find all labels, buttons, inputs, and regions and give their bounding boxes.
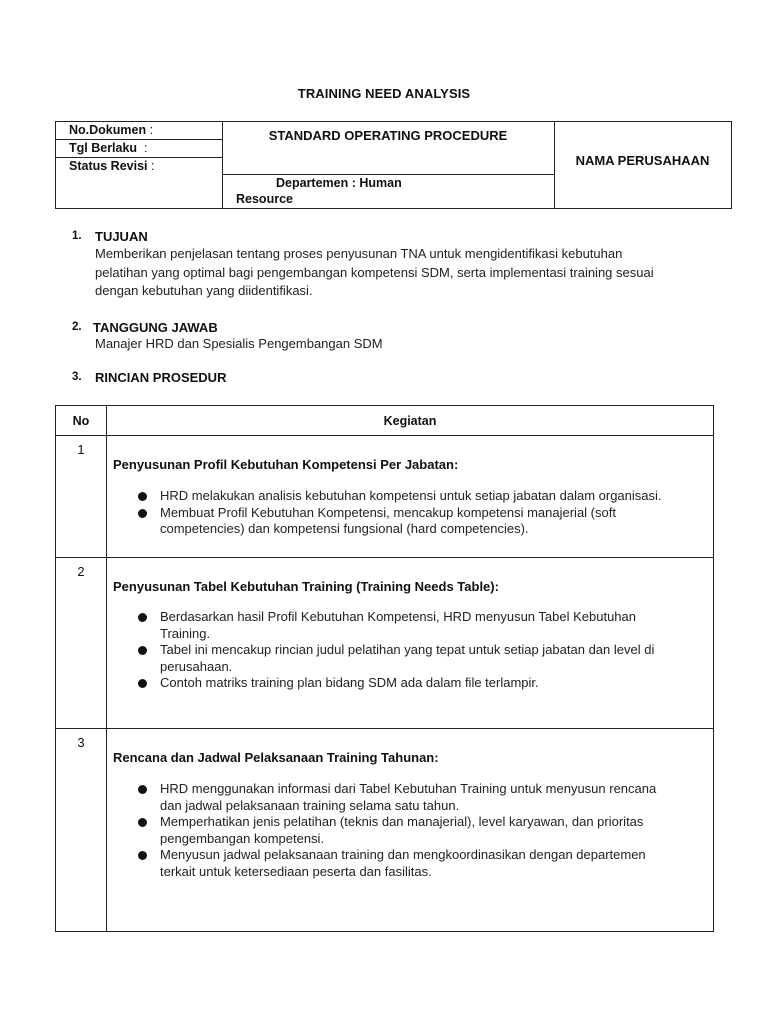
department-line-1: Departemen : Human bbox=[276, 176, 402, 190]
column-header-no: No bbox=[72, 414, 90, 428]
section-number: 1. bbox=[72, 230, 82, 242]
column-header-activity: Kegiatan bbox=[383, 414, 437, 428]
doc-number-sep: : bbox=[146, 123, 154, 137]
department-label bbox=[236, 175, 436, 207]
step-number: 2 bbox=[77, 564, 85, 579]
step-bullet-list bbox=[136, 488, 706, 538]
list-item: Berdasarkan hasil Profil Kebutuhan Kompetensi, HRD menyusun Tabel Kebutuhan Training. bbox=[136, 609, 706, 642]
list-item: Membuat Profil Kebutuhan Kompetensi, mencakup kompetensi manajerial (soft competencies) dan kompetensi fungsional (hard competencies). bbox=[136, 505, 706, 538]
body-line: dengan kebutuhan yang diidentifikasi. bbox=[95, 283, 313, 298]
section-body bbox=[95, 245, 705, 301]
document-type-cell bbox=[222, 122, 555, 208]
step-heading: Penyusunan Profil Kebutuhan Kompetensi Per Jabatan: bbox=[113, 457, 459, 472]
sop-cell bbox=[222, 122, 554, 175]
column-divider bbox=[106, 406, 107, 931]
sop-title: STANDARD OPERATING PROCEDURE bbox=[268, 128, 508, 143]
step-heading: Rencana dan Jadwal Pelaksanaan Training Tahunan: bbox=[113, 750, 439, 765]
revision-status-row bbox=[56, 158, 222, 176]
step-heading: Penyusunan Tabel Kebutuhan Training (Training Needs Table): bbox=[113, 579, 499, 594]
row-divider bbox=[56, 728, 713, 729]
section-number: 2. bbox=[72, 321, 82, 333]
row-divider bbox=[56, 435, 713, 436]
section-title: TUJUAN bbox=[95, 229, 148, 244]
list-item: HRD melakukan analisis kebutuhan kompetensi untuk setiap jabatan dalam organisasi. bbox=[136, 488, 706, 505]
revision-status-label: Status Revisi bbox=[69, 159, 148, 173]
document-header-table bbox=[55, 121, 732, 209]
department-line-2: Resource bbox=[236, 192, 293, 206]
step-number: 3 bbox=[77, 735, 85, 750]
step-number: 1 bbox=[77, 442, 85, 457]
revision-status-sep: : bbox=[147, 159, 155, 173]
procedure-table bbox=[55, 405, 714, 932]
list-item: Menyusun jadwal pelaksanaan training dan mengkoordinasikan dengan departemen terkait untuk ketersediaan peserta dan fasilitas. bbox=[136, 847, 706, 880]
effective-date-row bbox=[56, 140, 222, 158]
effective-date-sep: : bbox=[137, 141, 148, 155]
doc-number-row bbox=[56, 122, 222, 140]
effective-date-label: Tgl Berlaku bbox=[69, 141, 138, 155]
step-bullet-list bbox=[136, 781, 706, 880]
company-cell bbox=[554, 122, 731, 208]
section-title: RINCIAN PROSEDUR bbox=[95, 370, 227, 385]
row-divider bbox=[56, 557, 713, 558]
list-item: Contoh matriks training plan bidang SDM ada dalam file terlampir. bbox=[136, 675, 706, 692]
document-meta bbox=[56, 122, 223, 208]
list-item: HRD menggunakan informasi dari Tabel Kebutuhan Training untuk menyusun rencana dan jadwal pelaksanaan training selama satu tahun. bbox=[136, 781, 706, 814]
section-title: TANGGUNG JAWAB bbox=[93, 320, 218, 335]
body-line: Manajer HRD dan Spesialis Pengembangan SDM bbox=[95, 336, 383, 351]
list-item: Tabel ini mencakup rincian judul pelatihan yang tepat untuk setiap jabatan dan level di perusahaan. bbox=[136, 642, 706, 675]
list-item: Memperhatikan jenis pelatihan (teknis dan manajerial), level karyawan, dan prioritas pengembangan kompetensi. bbox=[136, 814, 706, 847]
step-bullet-list bbox=[136, 609, 706, 692]
doc-number-label: No.Dokumen bbox=[69, 123, 147, 137]
document-title: TRAINING NEED ANALYSIS bbox=[297, 86, 471, 101]
section-number: 3. bbox=[72, 371, 82, 383]
body-line: Memberikan penjelasan tentang proses penyusunan TNA untuk mengidentifikasi kebutuhan bbox=[95, 246, 623, 261]
body-line: pelatihan yang optimal bagi pengembangan kompetensi SDM, serta implementasi training sesuai bbox=[95, 264, 654, 280]
company-name: NAMA PERUSAHAAN bbox=[575, 153, 710, 168]
section-body bbox=[95, 335, 705, 354]
